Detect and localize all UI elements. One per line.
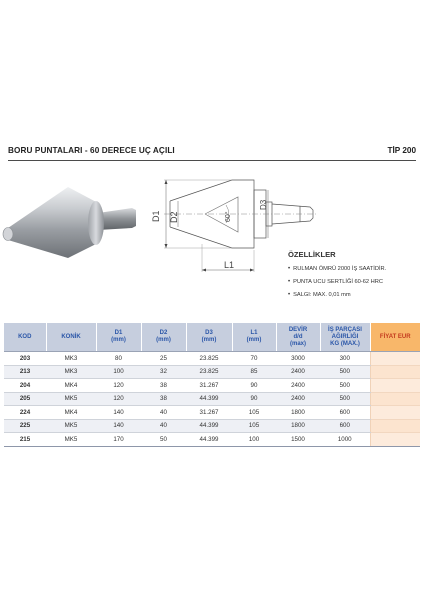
cell-d1: 120 — [96, 392, 141, 406]
cell-d1: 80 — [96, 352, 141, 366]
cell-d3: 44.399 — [186, 392, 232, 406]
cell-devir: 2400 — [276, 392, 320, 406]
cell-d1: 120 — [96, 379, 141, 393]
cell-fiyat — [370, 352, 420, 366]
col-header-d1: D1 (mm) — [96, 323, 141, 352]
cell-l1: 90 — [232, 379, 276, 393]
features-list — [288, 266, 422, 298]
d2-label: D2 — [169, 211, 179, 223]
cell-kod: 215 — [4, 433, 46, 447]
table-row — [4, 365, 420, 379]
cell-agirlik: 1000 — [320, 433, 370, 447]
col-header-fiyat: FİYAT EUR — [370, 323, 420, 352]
cell-kod: 203 — [4, 352, 46, 366]
cell-fiyat — [370, 392, 420, 406]
col-header-d3: D3 (mm) — [186, 323, 232, 352]
cell-d2: 50 — [141, 433, 186, 447]
cell-agirlik: 500 — [320, 365, 370, 379]
d1-label: D1 — [151, 210, 161, 222]
cell-d3: 44.399 — [186, 419, 232, 433]
cell-l1: 90 — [232, 392, 276, 406]
cell-fiyat — [370, 433, 420, 447]
cell-l1: 85 — [232, 365, 276, 379]
cell-d2: 38 — [141, 379, 186, 393]
col-header-konik: KONİK — [46, 323, 96, 352]
col-header-agirlik: İŞ PARÇASI AĞIRLIĞI KG (MAX.) — [320, 323, 370, 352]
cell-agirlik: 300 — [320, 352, 370, 366]
cell-d2: 40 — [141, 419, 186, 433]
cell-konik: MK4 — [46, 379, 96, 393]
cell-d3: 44.399 — [186, 433, 232, 447]
cell-agirlik: 500 — [320, 392, 370, 406]
cell-kod: 225 — [4, 419, 46, 433]
cell-d1: 140 — [96, 406, 141, 420]
cell-d2: 38 — [141, 392, 186, 406]
page-title: BORU PUNTALARI - 60 DERECE UÇ AÇILI — [8, 146, 175, 155]
table-row — [4, 352, 420, 366]
cell-d2: 40 — [141, 406, 186, 420]
cell-konik: MK3 — [46, 352, 96, 366]
cell-fiyat — [370, 379, 420, 393]
features-title: ÖZELLİKLER — [288, 250, 336, 259]
cell-d3: 31.267 — [186, 406, 232, 420]
cell-kod: 205 — [4, 392, 46, 406]
table-row — [4, 433, 420, 447]
table-row — [4, 419, 420, 433]
cell-devir: 1800 — [276, 406, 320, 420]
header-divider — [8, 160, 416, 161]
cell-fiyat — [370, 419, 420, 433]
cell-konik: MK5 — [46, 419, 96, 433]
feature-item: • PUNTA UCU SERTLİĞİ 60-62 HRC — [288, 279, 422, 285]
cell-l1: 70 — [232, 352, 276, 366]
features-panel — [288, 250, 422, 305]
col-header-d2: D2 (mm) — [141, 323, 186, 352]
cell-kod: 213 — [4, 365, 46, 379]
table-row — [4, 392, 420, 406]
cell-devir: 2400 — [276, 379, 320, 393]
type-label: TİP 200 — [387, 146, 416, 155]
cell-d3: 23.825 — [186, 365, 232, 379]
cell-fiyat — [370, 406, 420, 420]
cell-d1: 100 — [96, 365, 141, 379]
cell-agirlik: 600 — [320, 406, 370, 420]
cell-kod: 204 — [4, 379, 46, 393]
cell-konik: MK3 — [46, 365, 96, 379]
col-header-kod: KOD — [4, 323, 46, 352]
cell-devir: 1500 — [276, 433, 320, 447]
cell-d2: 32 — [141, 365, 186, 379]
cell-l1: 105 — [232, 419, 276, 433]
cone-shape — [3, 187, 104, 258]
cell-d2: 25 — [141, 352, 186, 366]
table-row — [4, 379, 420, 393]
l1-label: L1 — [224, 260, 235, 270]
cell-d3: 31.267 — [186, 379, 232, 393]
feature-item: • RULMAN ÖMRÜ 2000 İŞ SAATİDİR. — [288, 266, 422, 272]
cell-agirlik: 600 — [320, 419, 370, 433]
cell-fiyat — [370, 365, 420, 379]
feature-item: • SALGI: MAX. 0,01 mm — [288, 292, 422, 298]
spec-table — [4, 323, 420, 447]
cell-agirlik: 500 — [320, 379, 370, 393]
cell-d1: 140 — [96, 419, 141, 433]
d3-label: D3 — [259, 199, 268, 210]
cell-konik: MK5 — [46, 392, 96, 406]
cell-devir: 1800 — [276, 419, 320, 433]
col-header-devir: DEVİR d/d (max) — [276, 323, 320, 352]
cell-konik: MK4 — [46, 406, 96, 420]
cell-devir: 2400 — [276, 365, 320, 379]
cell-devir: 3000 — [276, 352, 320, 366]
table-row — [4, 406, 420, 420]
cell-l1: 100 — [232, 433, 276, 447]
cell-l1: 105 — [232, 406, 276, 420]
col-header-l1: L1 (mm) — [232, 323, 276, 352]
cell-d1: 170 — [96, 433, 141, 447]
cell-d3: 23.825 — [186, 352, 232, 366]
cell-kod: 224 — [4, 406, 46, 420]
cell-konik: MK5 — [46, 433, 96, 447]
product-photo — [0, 180, 150, 270]
table-header-row — [4, 323, 420, 352]
section-header — [8, 146, 416, 160]
angle-label: 60° — [225, 211, 232, 222]
